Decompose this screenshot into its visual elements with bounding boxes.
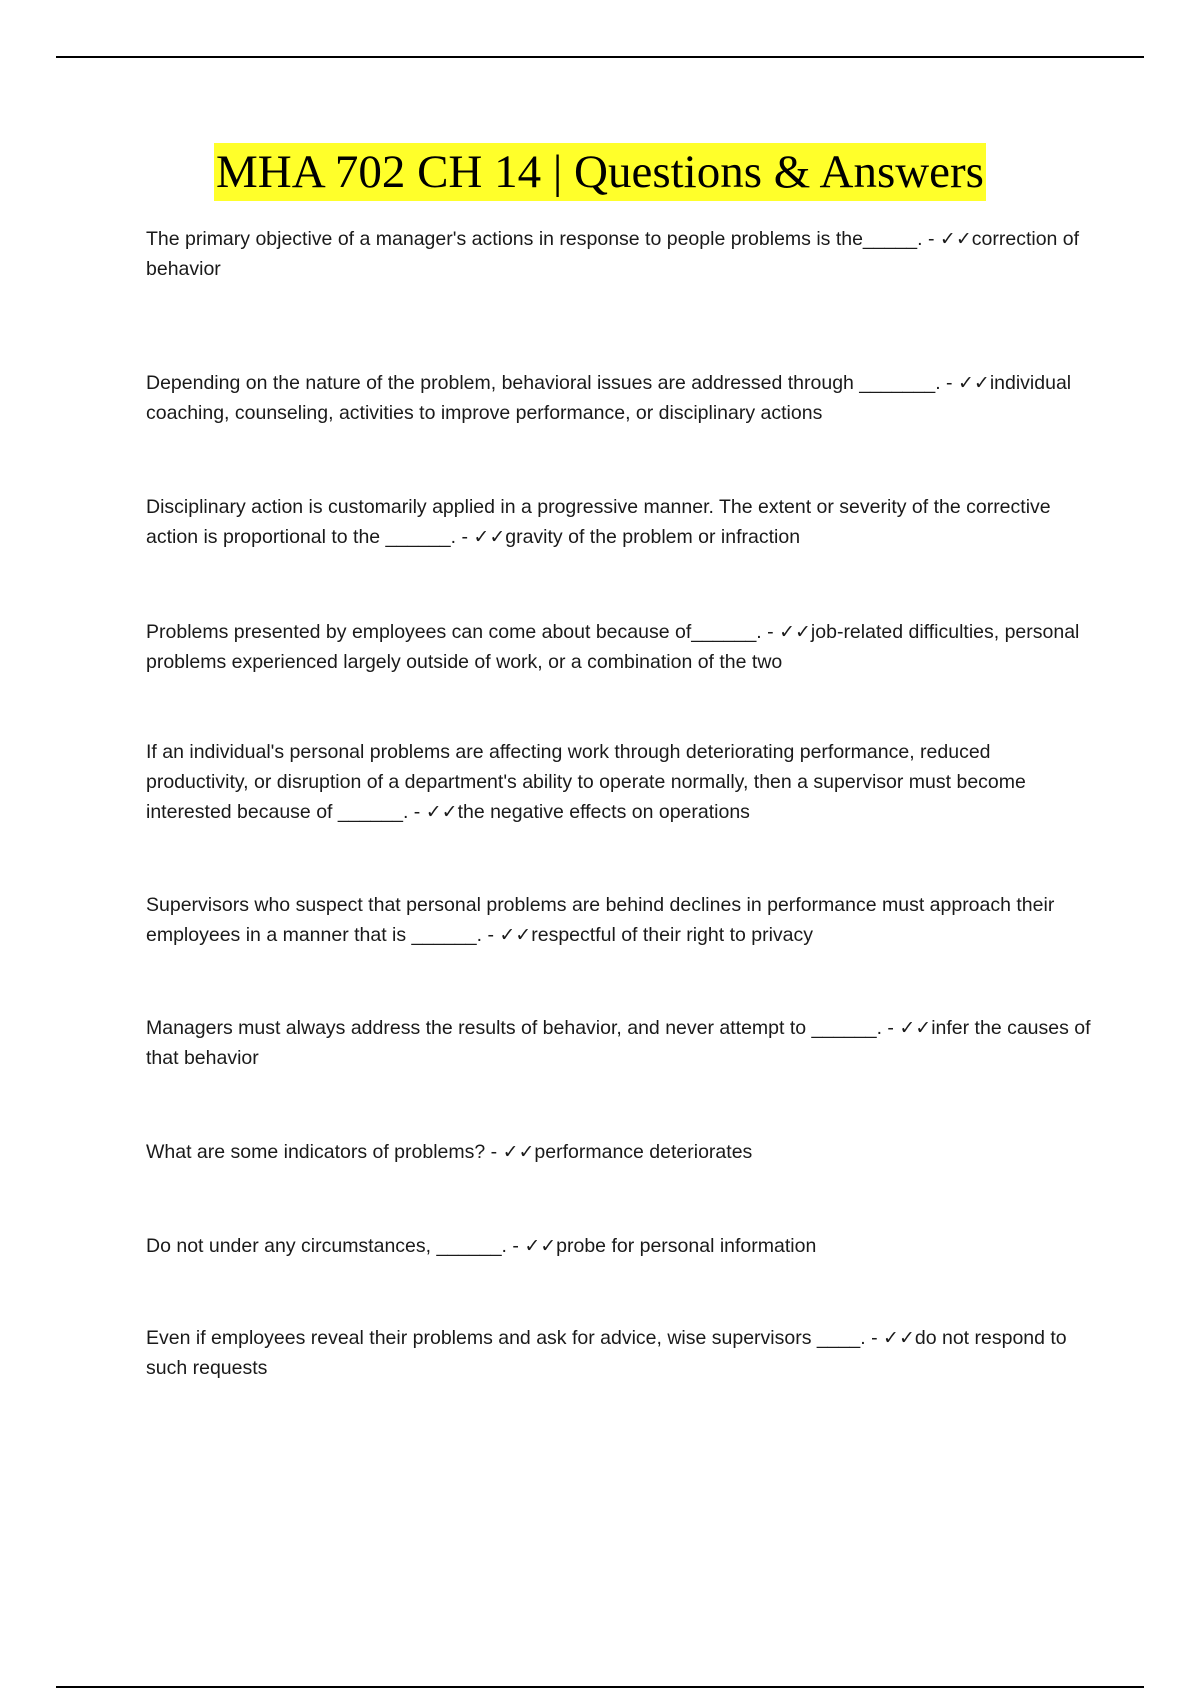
qa-item (146, 890, 1096, 950)
qa-item (146, 617, 1096, 677)
qa-item (146, 1231, 1096, 1261)
bottom-divider (56, 1686, 1144, 1688)
check-mark-icon: ✓✓ (883, 1327, 915, 1349)
separator: - (408, 801, 426, 823)
answer-text: individual coaching, counseling, activities to improve performance, or disciplinary actions (146, 372, 1072, 424)
separator: - (456, 526, 474, 548)
answer-text: correction of behavior (146, 228, 1080, 280)
separator: - (882, 1017, 900, 1039)
answer-text: performance deteriorates (534, 1141, 753, 1163)
separator: - (506, 1235, 525, 1257)
check-mark-icon: ✓✓ (899, 1017, 932, 1039)
page-title: MHA 702 CH 14 | Questions & Answers (214, 143, 986, 201)
top-divider (56, 56, 1144, 58)
qa-item (146, 224, 1096, 284)
question-text: Disciplinary action is customarily applied in a progressive manner. The extent or severity of the corrective action is proportional to the ______. (146, 496, 1051, 548)
qa-list (146, 224, 1096, 1383)
separator: - (865, 1327, 884, 1349)
question-text: Even if employees reveal their problems and ask for advice, wise supervisors ____. (146, 1327, 866, 1349)
separator: - (482, 924, 500, 946)
qa-item (146, 1013, 1096, 1073)
qa-item (146, 368, 1096, 428)
check-mark-icon: ✓✓ (425, 801, 458, 823)
question-text: Managers must always address the results of behavior, and never attempt to ______. (146, 1017, 883, 1039)
qa-item (146, 1137, 1096, 1167)
separator: - (761, 621, 780, 643)
separator: - (485, 1141, 503, 1163)
question-text: The primary objective of a manager's actions in response to people problems is the_____. (146, 228, 923, 250)
question-text: What are some indicators of problems? (146, 1141, 486, 1163)
check-mark-icon: ✓✓ (502, 1141, 535, 1163)
qa-item (146, 737, 1096, 827)
answer-text: infer the causes of that behavior (146, 1017, 1091, 1069)
check-mark-icon: ✓✓ (524, 1235, 557, 1257)
separator: - (940, 372, 958, 394)
check-mark-icon: ✓✓ (473, 526, 506, 548)
separator: - (922, 228, 940, 250)
answer-text: respectful of their right to privacy (531, 924, 814, 946)
question-text: Depending on the nature of the problem, behavioral issues are addressed through _______. (146, 372, 941, 394)
qa-item (146, 492, 1096, 552)
check-mark-icon: ✓✓ (779, 621, 811, 643)
answer-text: gravity of the problem or infraction (505, 526, 801, 548)
answer-text: the negative effects on operations (457, 801, 750, 823)
question-text: Do not under any circumstances, ______. (146, 1235, 507, 1257)
answer-text: probe for personal information (556, 1235, 817, 1257)
check-mark-icon: ✓✓ (939, 228, 972, 250)
question-text: If an individual's personal problems are affecting work through deteriorating performance, reduced productivity, or disruption of a department's ability to operate normally, then a supervisor must become interested because of ______. (146, 741, 1026, 823)
qa-item (146, 1323, 1096, 1383)
question-text: Supervisors who suspect that personal problems are behind declines in performance must approach their employees in a manner that is ______. (146, 894, 1055, 946)
check-mark-icon: ✓✓ (499, 924, 532, 946)
answer-text: job-related difficulties, personal problems experienced largely outside of work, or a combination of the two (146, 621, 1080, 673)
title-block (0, 143, 1200, 201)
check-mark-icon: ✓✓ (957, 372, 990, 394)
question-text: Problems presented by employees can come about because of______. (146, 621, 762, 643)
answer-text: do not respond to such requests (146, 1327, 1067, 1379)
